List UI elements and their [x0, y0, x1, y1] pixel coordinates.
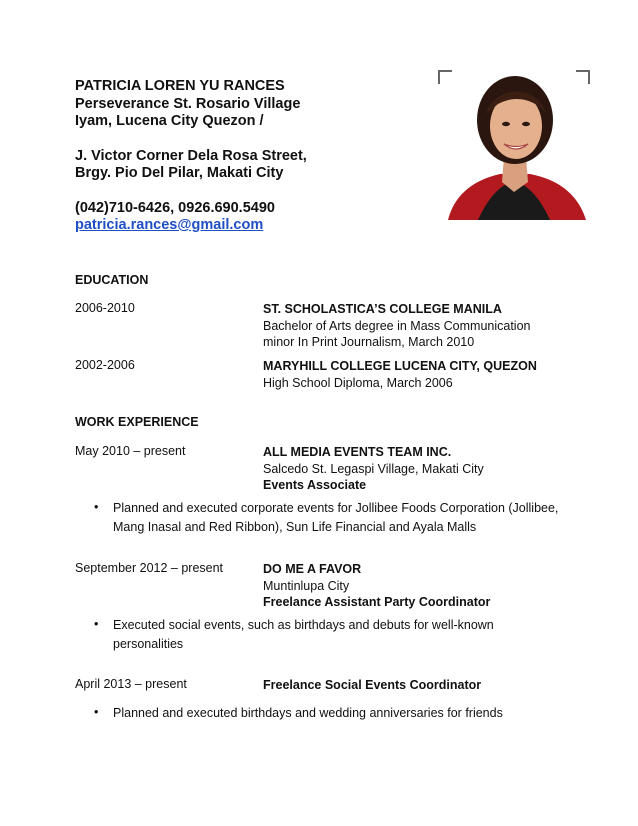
job-bullet-text	[113, 704, 583, 723]
job-date: April 2013 – present	[75, 677, 187, 691]
company-name: ALL MEDIA EVENTS TEAM INC.	[263, 445, 452, 459]
work-heading: WORK EXPERIENCE	[75, 415, 199, 429]
school-name: ST. SCHOLASTICA’S COLLEGE MANILA	[263, 302, 502, 316]
job-entry	[263, 561, 490, 611]
email-link[interactable]: patricia.rances@gmail.com	[75, 217, 264, 233]
job-role: Freelance Assistant Party Coordinator	[263, 595, 491, 609]
degree-detail: Bachelor of Arts degree in Mass Communication	[263, 318, 531, 333]
bullet-icon: •	[94, 617, 99, 631]
profile-photo	[438, 70, 590, 220]
education-heading: EDUCATION	[75, 273, 149, 287]
address-line: J. Victor Corner Dela Rosa Street,	[75, 147, 307, 164]
education-years: 2002-2006	[75, 358, 135, 372]
school-name: MARYHILL COLLEGE LUCENA CITY, QUEZON	[263, 359, 537, 373]
bullet-line: Planned and executed birthdays and wedding anniversaries for friends	[113, 706, 503, 720]
address-line: Iyam, Lucena City Quezon /	[75, 113, 264, 129]
degree-detail: High School Diploma, March 2006	[263, 375, 453, 390]
address-line: Brgy. Pio Del Pilar, Makati City	[75, 165, 284, 181]
contact-header	[75, 78, 307, 235]
company-location: Muntinlupa City	[263, 578, 350, 593]
applicant-name: PATRICIA LOREN YU RANCES	[75, 78, 285, 94]
job-role: Freelance Social Events Coordinator	[263, 678, 482, 692]
bullet-icon: •	[94, 500, 99, 514]
education-years: 2006-2010	[75, 301, 135, 315]
company-location: Salcedo St. Legaspi Village, Makati City	[263, 461, 484, 476]
portrait-icon	[438, 70, 590, 220]
job-date: May 2010 – present	[75, 444, 186, 458]
job-role: Events Associate	[263, 478, 367, 492]
bullet-line: Executed social events, such as birthdays and debuts for well-known	[113, 618, 494, 632]
company-name: DO ME A FAVOR	[263, 562, 362, 576]
bullet-line: personalities	[113, 637, 184, 651]
degree-detail: minor In Print Journalism, March 2010	[263, 335, 475, 349]
bullet-icon: •	[94, 705, 99, 719]
phone-numbers: (042)710-6426, 0926.690.5490	[75, 199, 275, 216]
address-line: Perseverance St. Rosario Village	[75, 95, 301, 112]
job-entry	[263, 444, 484, 494]
bullet-line: Mang Inasal and Red Ribbon), Sun Life Financial and Ayala Malls	[113, 520, 477, 534]
education-entry	[263, 358, 537, 391]
job-date: September 2012 – present	[75, 561, 224, 575]
education-entry	[263, 301, 531, 351]
bullet-line: Planned and executed corporate events for Jollibee Foods Corporation (Jollibee,	[113, 501, 559, 515]
job-bullet-text	[113, 616, 583, 654]
job-bullet-text	[113, 499, 583, 537]
